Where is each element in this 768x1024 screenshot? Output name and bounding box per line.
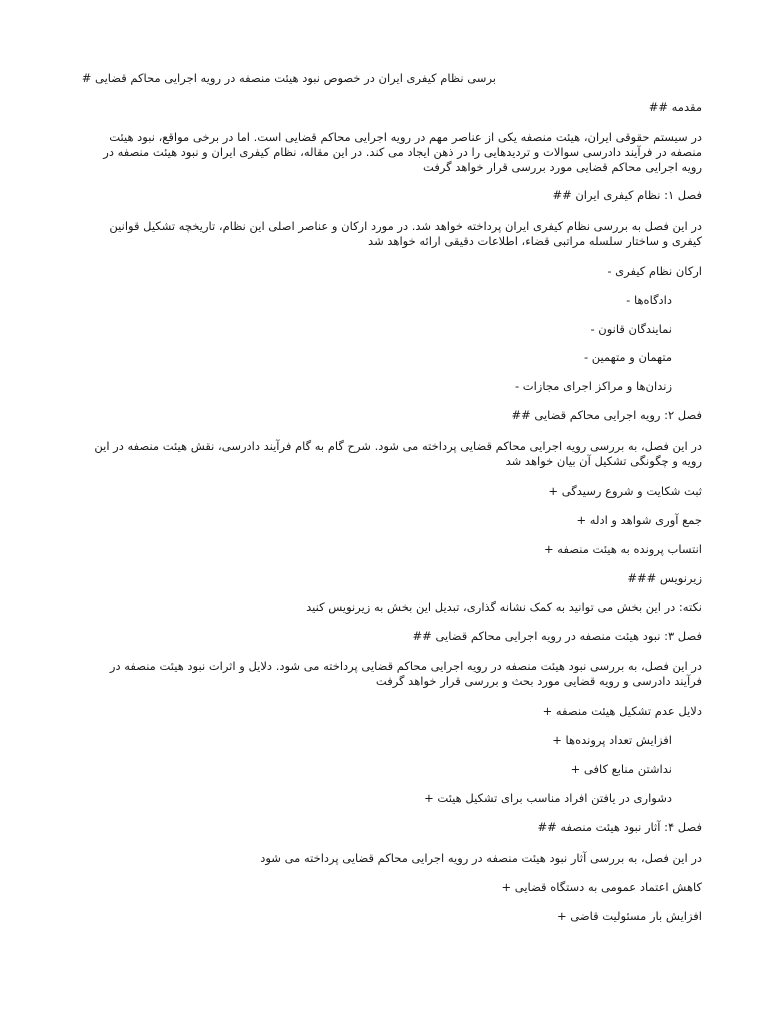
chapter-4-paragraph: در این فصل، به بررسی آثار نبود هیئت منصفه در رویه اجرایی محاکم قضایی پرداخته می شود xyxy=(260,851,702,865)
list-item: زندان‌ها و مراکز اجرای مجازات - xyxy=(514,379,672,393)
footnote-note: نکته: در این بخش می توانید به کمک نشانه گذاری، تبدیل این بخش به زیرنویس کنید xyxy=(306,600,702,614)
list-item: جمع آوری شواهد و ادله + xyxy=(576,513,702,527)
chapter-1-list-title: ارکان نظام کیفری - xyxy=(607,264,702,278)
intro-paragraph-line-1: در سیستم حقوقی ایران، هیئت منصفه یکی از عناصر مهم در رویه اجرایی محاکم قضایی است. اما در برخی مواقع، نبود هیئت xyxy=(109,130,702,144)
list-item: دشواری در یافتن افراد مناسب برای تشکیل هیئت + xyxy=(424,791,672,805)
chapter-2-paragraph-line-1: در این فصل، به بررسی رویه اجرایی محاکم قضایی پرداخته می شود. شرح گام به گام فرآیند دادرسی، نقش هیئت منصفه در این xyxy=(94,439,702,453)
chapter-4-heading: فصل ۴: آثار نبود هیئت منصفه ## xyxy=(537,820,702,834)
chapter-3-heading: فصل ۳: نبود هیئت منصفه در رویه اجرایی محاکم قضایی ## xyxy=(412,629,702,643)
chapter-2-paragraph-line-2: رویه و چگونگی تشکیل آن بیان خواهد شد xyxy=(505,454,702,468)
list-item: نداشتن منابع کافی + xyxy=(570,762,672,776)
list-item: ثبت شکایت و شروع رسیدگی + xyxy=(548,484,702,498)
chapter-1-paragraph-line-1: در این فصل به بررسی نظام کیفری ایران پرداخته خواهد شد. در مورد ارکان و عناصر اصلی این نظام، تاریخچه تشکیل قوانین xyxy=(109,219,702,233)
list-item: نمایندگان قانون - xyxy=(590,322,672,336)
chapter-1-heading: فصل ۱: نظام کیفری ایران ## xyxy=(552,188,702,202)
list-item: انتساب پرونده به هیئت منصفه + xyxy=(544,542,702,556)
doc-title: برسی نظام کیفری ایران در خصوص نبود هیئت منصفه در رویه اجرایی محاکم قضایی # xyxy=(81,71,496,85)
chapter-3-paragraph-line-1: در این فصل، به بررسی نبود هیئت منصفه در رویه اجرایی محاکم قضایی پرداخته می شود. دلایل و اثرات نبود هیئت منصفه در xyxy=(109,659,702,673)
intro-paragraph-line-2: منصفه در فرآیند دادرسی سوالات و تردیدهایی را در ذهن ایجاد می کند. در این مقاله، نظام کیفری ایران و نبود هیئت منصفه در xyxy=(103,145,702,159)
list-item: افزایش بار مسئولیت قاضی + xyxy=(556,909,702,923)
list-item: افزایش تعداد پرونده‌ها + xyxy=(552,733,672,747)
list-item: کاهش اعتماد عمومی به دستگاه قضایی + xyxy=(501,880,702,894)
chapter-3-paragraph-line-2: فرآیند دادرسی و رویه قضایی مورد بحث و بررسی قرار خواهد گرفت xyxy=(375,674,702,688)
footnote-heading: زیرنویس ### xyxy=(627,571,702,585)
list-item: متهمان و متهمین - xyxy=(583,350,672,364)
chapter-2-heading: فصل ۲: رویه اجرایی محاکم قضایی ## xyxy=(511,408,702,422)
list-item: دادگاه‌ها - xyxy=(626,293,672,307)
intro-paragraph-line-3: رویه اجرایی محاکم قضایی مورد بررسی قرار خواهد گرفت xyxy=(423,160,702,174)
chapter-3-list-title: دلایل عدم تشکیل هیئت منصفه + xyxy=(542,704,702,718)
intro-heading: مقدمه ## xyxy=(648,100,702,114)
chapter-1-paragraph-line-2: کیفری و ساختار سلسله مراتبی قضاء، اطلاعات دقیقی ارائه خواهد شد xyxy=(368,234,702,248)
